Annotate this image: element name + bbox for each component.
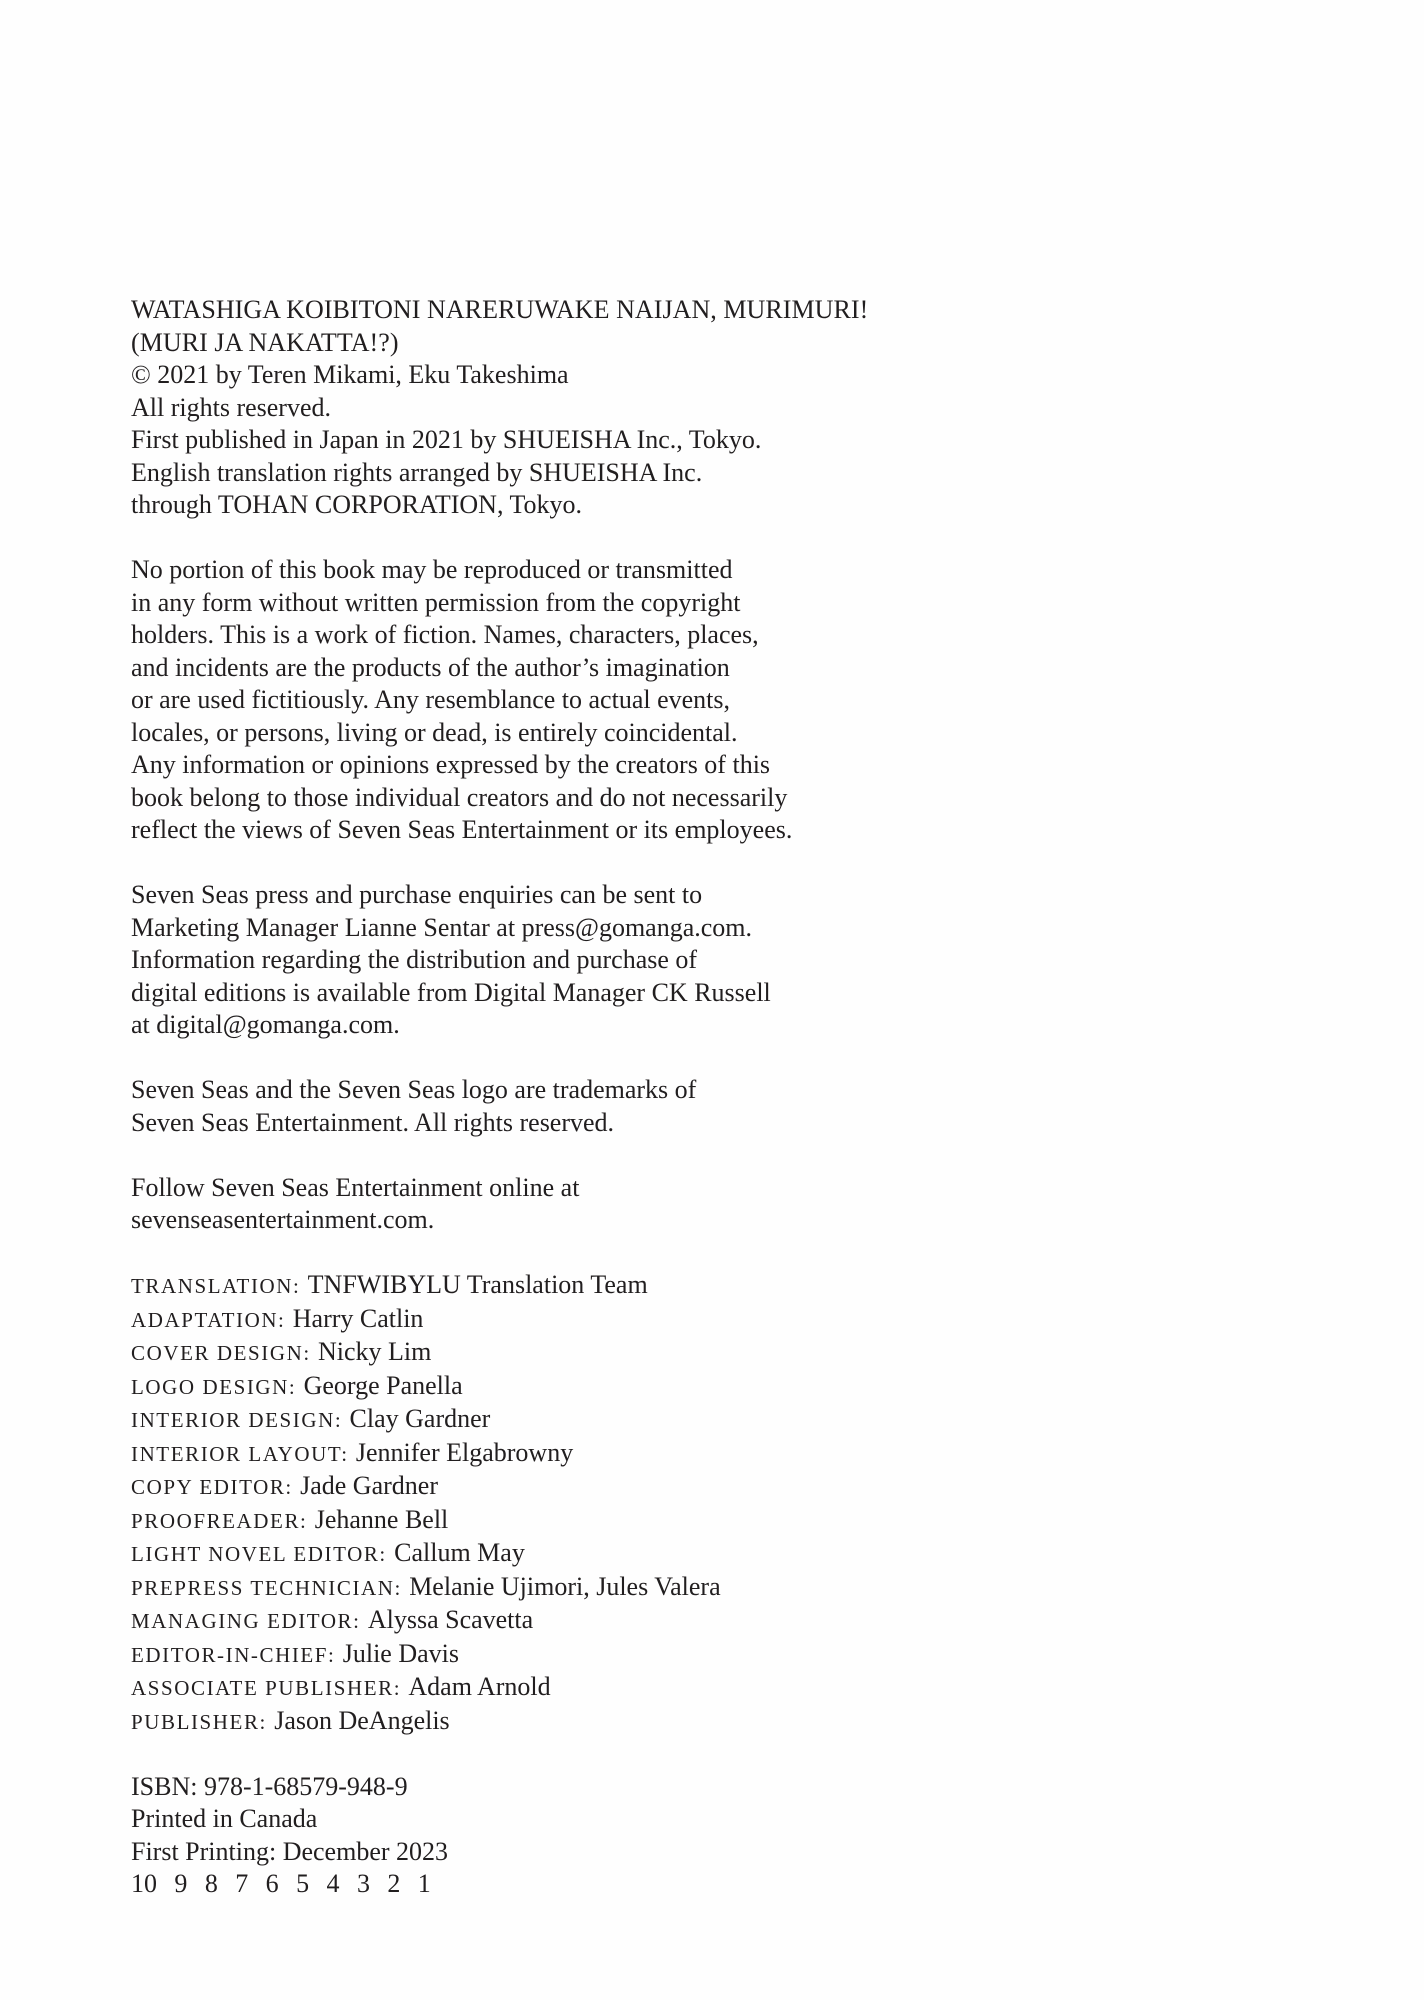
credit-line-editor-in-chief [131,1638,1231,1672]
credit-person-name: Adam Arnold [408,1672,551,1701]
text-line: Any information or opinions expressed by the creators of this [131,750,771,779]
isbn-printing-block [131,1771,1231,1901]
credit-role-label: EDITOR-IN-CHIEF: [131,1642,336,1667]
credit-person-name: Jade Gardner [300,1471,438,1500]
text-line: Seven Seas and the Seven Seas logo are trademarks of [131,1075,697,1104]
credit-line-interior-design [131,1403,1231,1437]
text-line: Marketing Manager Lianne Sentar at press@gomanga.com. [131,912,753,942]
credit-line-adaptation [131,1303,1231,1337]
credit-person-name: Harry Catlin [292,1303,424,1333]
credit-role-label: ADAPTATION: [131,1307,286,1332]
isbn-line: ISBN: 978-1-68579-948-9 [131,1771,408,1801]
credit-role-label: LIGHT NOVEL EDITOR: [131,1542,387,1566]
credit-person-name: Alyssa Scavetta [367,1605,534,1634]
text-line: in any form without written permission from the copyright [131,587,741,617]
credit-line-managing-editor [131,1604,1231,1638]
credit-line-publisher [131,1705,1231,1739]
credit-role-label: COVER DESIGN: [131,1341,311,1365]
print-run-numbers-line: 10 9 8 7 6 5 4 3 2 1 [131,1869,431,1898]
text-line: and incidents are the products of the author’s imagination [131,652,730,682]
credit-line-light-novel-editor [131,1537,1231,1571]
credit-line-interior-layout [131,1437,1231,1471]
text-line: Follow Seven Seas Entertainment online at [131,1172,580,1202]
title-copyright-block [131,294,1231,522]
text-line: digital editions is available from Digital Manager CK Russell [131,977,771,1007]
credit-role-label: MANAGING EDITOR: [131,1609,361,1633]
legal-disclaimer-block [131,554,1231,847]
credit-line-proofreader [131,1504,1231,1538]
credit-role-label: INTERIOR LAYOUT: [131,1441,349,1466]
text-line: at digital@gomanga.com. [131,1010,400,1039]
text-line: locales, or persons, living or dead, is entirely coincidental. [131,717,738,747]
trademark-block [131,1074,1231,1139]
copyright-line: © 2021 by Teren Mikami, Eku Takeshima [131,360,569,389]
tohan-line: through TOHAN CORPORATION, Tokyo. [131,490,583,519]
first-published-line: First published in Japan in 2021 by SHUEISHA Inc., Tokyo. [131,425,762,454]
credit-role-label: INTERIOR DESIGN: [131,1408,343,1432]
credit-line-prepress-technician [131,1571,1231,1605]
credit-role-label: LOGO DESIGN: [131,1374,297,1399]
colophon-text [131,294,1231,1901]
follow-online-block [131,1172,1231,1237]
credit-role-label: ASSOCIATE PUBLISHER: [131,1676,402,1700]
credit-role-label: PREPRESS TECHNICIAN: [131,1575,402,1600]
credit-role-label: PROOFREADER: [131,1508,308,1533]
staff-credits-block [131,1269,1231,1738]
credit-person-name: Clay Gardner [349,1404,491,1433]
credit-person-name: Jehanne Bell [314,1504,449,1534]
text-line: Information regarding the distribution and purchase of [131,945,698,974]
first-printing-line: First Printing: December 2023 [131,1836,449,1866]
credit-line-associate-publisher [131,1671,1231,1705]
translation-rights-line: English translation rights arranged by SHUEISHA Inc. [131,457,703,487]
text-line: No portion of this book may be reproduced or transmitted [131,555,733,584]
credit-person-name: Callum May [394,1538,525,1567]
text-line: Seven Seas Entertainment. All rights reserved. [131,1107,615,1137]
printed-in-line: Printed in Canada [131,1804,318,1833]
credit-person-name: Jason DeAngelis [274,1705,450,1735]
credit-role-label: COPY EDITOR: [131,1475,293,1499]
credit-person-name: Nicky Lim [318,1337,432,1366]
website-line: sevenseasentertainment.com. [131,1205,435,1234]
credit-person-name: Jennifer Elgabrowny [355,1437,574,1467]
press-contact-block [131,879,1231,1042]
romanized-title-line: WATASHIGA KOIBITONI NARERUWAKE NAIJAN, MURIMURI! [131,295,869,324]
credit-line-cover-design [131,1336,1231,1370]
credit-role-label: TRANSLATION: [131,1274,301,1298]
credit-line-logo-design [131,1370,1231,1404]
credit-person-name: Melanie Ujimori, Jules Valera [409,1571,721,1601]
credit-person-name: Julie Davis [342,1638,459,1668]
text-line: Seven Seas press and purchase enquiries can be sent to [131,880,703,909]
credit-person-name: George Panella [303,1370,463,1400]
text-line: reflect the views of Seven Seas Entertainment or its employees. [131,815,793,844]
credit-line-translation [131,1269,1231,1303]
credit-role-label: PUBLISHER: [131,1709,267,1734]
text-line: holders. This is a work of fiction. Names, characters, places, [131,620,759,649]
credit-line-copy-editor [131,1470,1231,1504]
rights-reserved-line: All rights reserved. [131,392,332,422]
text-line: or are used fictitiously. Any resemblance to actual events, [131,685,731,714]
romanized-subtitle-line: (MURI JA NAKATTA!?) [131,327,399,357]
credit-person-name: TNFWIBYLU Translation Team [307,1270,648,1299]
text-line: book belong to those individual creators and do not necessarily [131,782,788,812]
